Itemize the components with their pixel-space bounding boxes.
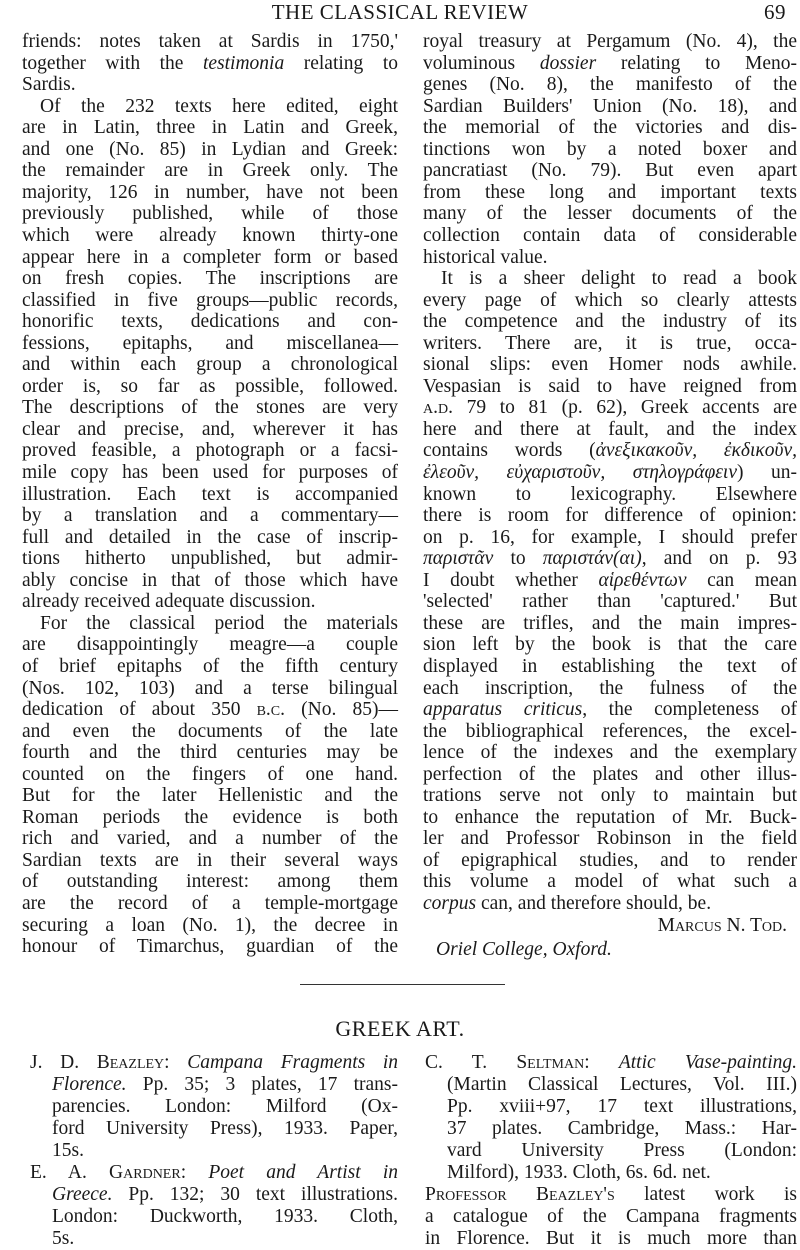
text-line bbox=[447, 1096, 797, 1118]
text-run: pancratiast (No. 79). But even apart bbox=[423, 160, 797, 182]
small-caps-text: Professor Beazley's bbox=[425, 1184, 615, 1205]
text-run: fessions, epitaphs, and miscellanea— bbox=[22, 332, 398, 354]
text-run: voluminous bbox=[423, 52, 540, 74]
text-run: J. D. bbox=[30, 1052, 97, 1073]
text-line bbox=[22, 311, 398, 333]
italic-text: αἱρεθέντων bbox=[598, 569, 687, 591]
text-run: Pp. 35; 3 plates, 17 trans- bbox=[126, 1074, 398, 1095]
text-run: majority, 126 in number, have not been bbox=[22, 181, 398, 203]
text-line bbox=[441, 268, 797, 290]
text-line bbox=[423, 53, 797, 75]
text-line bbox=[423, 505, 797, 527]
text-run: The descriptions of the stones are very bbox=[22, 397, 398, 419]
text-run: classified in five groups—public records, bbox=[22, 289, 398, 311]
text-line bbox=[423, 182, 797, 204]
text-line bbox=[52, 1074, 398, 1096]
text-run: the competence and the industry of its bbox=[423, 311, 797, 333]
text-run: from these long and important texts bbox=[423, 181, 797, 203]
text-run: ably concise in that of those which have bbox=[22, 569, 398, 591]
text-line bbox=[423, 419, 797, 441]
text-run: are in Latin, three in Latin and Greek, bbox=[22, 117, 398, 139]
text-line bbox=[22, 376, 398, 398]
text-line bbox=[52, 1206, 398, 1228]
text-line bbox=[447, 1118, 797, 1140]
text-line bbox=[52, 1228, 398, 1250]
text-run: these are trifles, and the main impres- bbox=[423, 612, 797, 634]
text-run: together with the bbox=[22, 52, 203, 74]
text-run: ler and Professor Robinson in the field bbox=[423, 828, 797, 850]
text-run: every page of which so clearly attests bbox=[423, 289, 797, 311]
text-line bbox=[22, 225, 398, 247]
text-line bbox=[22, 290, 398, 312]
text-run: Sardian Builders' Union (No. 18), and bbox=[423, 95, 797, 117]
text-line bbox=[22, 247, 398, 269]
text-line bbox=[423, 613, 797, 635]
text-run: C. T. bbox=[425, 1052, 517, 1073]
text-line bbox=[423, 247, 797, 269]
text-line bbox=[423, 462, 797, 484]
text-run: of brief epitaphs of the fifth century bbox=[22, 655, 398, 677]
text-run: and one (No. 85) in Lydian and Greek: bbox=[22, 138, 398, 160]
text-run: Vespasian is said to have reigned from bbox=[423, 375, 797, 397]
text-line bbox=[447, 1074, 797, 1096]
text-run: historical value. bbox=[423, 246, 548, 268]
text-run: the remainder are in Greek only. The bbox=[22, 160, 398, 182]
text-run: on fresh copies. The inscriptions are bbox=[22, 268, 398, 290]
italic-text: testimonia bbox=[202, 52, 285, 74]
running-title: THE CLASSICAL REVIEW bbox=[271, 0, 529, 24]
text-run: Pp. 132; 30 text illustrations. bbox=[112, 1184, 398, 1205]
italic-text: corpus bbox=[423, 893, 477, 914]
text-run: full and detailed in the case of inscrip- bbox=[22, 526, 398, 548]
text-line bbox=[52, 1184, 398, 1206]
text-line bbox=[423, 785, 797, 807]
text-run: It is a sheer delight to read a book bbox=[441, 268, 797, 290]
text-run: Pp. xviii+97, 17 text illustrations, bbox=[447, 1096, 797, 1117]
text-line bbox=[22, 117, 398, 139]
text-line bbox=[40, 96, 398, 118]
text-line bbox=[22, 31, 398, 53]
text-line bbox=[423, 440, 797, 462]
text-line bbox=[423, 397, 797, 419]
text-line bbox=[423, 634, 797, 656]
text-run: there is room for difference of opinion: bbox=[423, 505, 797, 527]
text-line bbox=[423, 311, 797, 333]
text-run: lence of the indexes and the exemplary bbox=[423, 742, 797, 764]
text-line bbox=[22, 268, 398, 290]
text-run: Milford), 1933. Cloth, 6s. 6d. net. bbox=[447, 1162, 711, 1183]
text-run: 37 plates. Cambridge, Mass.: Har- bbox=[447, 1118, 797, 1139]
italic-text: ἀνεξικακοῦν, ἐκδικοῦν, bbox=[595, 440, 797, 462]
text-run: vard University Press (London: bbox=[447, 1140, 797, 1161]
text-run: friends: notes taken at Sardis in 1750,' bbox=[22, 31, 398, 52]
text-run: known to lexicography. Elsewhere bbox=[423, 483, 797, 505]
text-line bbox=[423, 893, 797, 915]
text-line bbox=[447, 1140, 797, 1162]
text-run: many of the lesser documents of the bbox=[423, 203, 797, 225]
text-line bbox=[423, 570, 797, 592]
text-run: which were already known thirty-one bbox=[22, 224, 398, 246]
text-line bbox=[22, 764, 398, 786]
text-run: Sardian texts are in their several ways bbox=[22, 849, 398, 871]
text-line bbox=[423, 290, 797, 312]
text-line bbox=[425, 1184, 797, 1206]
text-run: each inscription, the fulness of the bbox=[423, 677, 797, 699]
text-run: to bbox=[493, 548, 543, 570]
text-line bbox=[22, 333, 398, 355]
text-run: ford University Press), 1933. Paper, bbox=[52, 1118, 398, 1139]
text-line bbox=[22, 397, 398, 419]
text-line bbox=[22, 182, 398, 204]
text-run: E. A. bbox=[30, 1162, 110, 1183]
text-line bbox=[22, 354, 398, 376]
text-line bbox=[22, 871, 398, 893]
text-line bbox=[52, 1096, 398, 1118]
text-run: already received adequate discussion. bbox=[22, 591, 316, 613]
text-line bbox=[22, 893, 398, 915]
text-run: rich and varied, and a number of the bbox=[22, 828, 398, 850]
text-run: clear and precise, and, wherever it has bbox=[22, 418, 398, 440]
text-run: here and there at fault, and the index bbox=[423, 418, 797, 440]
text-line bbox=[423, 591, 797, 613]
text-run: to enhance the reputation of Mr. Buck- bbox=[423, 806, 797, 828]
text-line bbox=[22, 548, 398, 570]
text-run: 5s. bbox=[52, 1228, 75, 1249]
text-run: Roman periods the evidence is both bbox=[22, 806, 398, 828]
page-number: 69 bbox=[764, 0, 786, 24]
text-run: : bbox=[164, 1052, 188, 1073]
text-run: writers. There are, it is true, occa- bbox=[423, 332, 797, 354]
text-run: But for the later Hellenistic and the bbox=[22, 785, 398, 807]
text-line bbox=[423, 548, 797, 570]
text-line bbox=[425, 1052, 797, 1074]
text-run: Of the 232 texts here edited, eight bbox=[40, 95, 398, 117]
text-line bbox=[22, 570, 398, 592]
text-line bbox=[22, 915, 398, 937]
text-run: : bbox=[180, 1162, 209, 1183]
italic-text: Florence. bbox=[52, 1074, 127, 1095]
text-run: counted on the fingers of one hand. bbox=[22, 763, 398, 785]
italic-text: παριστᾶν bbox=[423, 548, 494, 570]
text-line bbox=[423, 74, 797, 96]
small-caps-text: Gardner bbox=[109, 1162, 181, 1183]
text-run: illustration. Each text is accompanied bbox=[22, 483, 398, 505]
text-line bbox=[22, 527, 398, 549]
text-line bbox=[22, 936, 398, 958]
text-run: dedication of about 350 bbox=[22, 699, 257, 721]
italic-text: Poet and Artist in bbox=[208, 1162, 399, 1183]
text-run: securing a loan (No. 1), the decree in bbox=[22, 914, 398, 936]
italic-text: ἐλεοῦν, εὐχαριστοῦν, στηλογράφειν bbox=[423, 462, 737, 483]
text-line bbox=[22, 484, 398, 506]
text-run: (No. 85)— bbox=[285, 699, 398, 721]
text-line bbox=[447, 1162, 797, 1184]
text-run: 15s. bbox=[52, 1140, 84, 1161]
text-line bbox=[22, 505, 398, 527]
text-line bbox=[30, 1052, 398, 1074]
text-line bbox=[423, 203, 797, 225]
text-run: tinctions won by a noted boxer and bbox=[423, 138, 797, 160]
text-line bbox=[22, 203, 398, 225]
text-run: , and on p. 93 bbox=[641, 548, 798, 570]
text-line bbox=[423, 764, 797, 786]
text-run: previously published, while of those bbox=[22, 203, 398, 225]
text-line bbox=[423, 742, 797, 764]
text-run: parencies. London: Milford (Ox- bbox=[52, 1096, 398, 1117]
text-line bbox=[423, 678, 797, 700]
text-line bbox=[423, 484, 797, 506]
text-run: by a translation and a commentary— bbox=[22, 505, 398, 527]
text-line bbox=[423, 656, 797, 678]
text-run: proved feasible, a photograph or a facsi- bbox=[22, 440, 398, 462]
text-run: London: Duckworth, 1933. Cloth, bbox=[52, 1206, 398, 1227]
italic-text: Campana Fragments in bbox=[187, 1052, 399, 1073]
text-line bbox=[423, 160, 797, 182]
text-run: and even the documents of the late bbox=[22, 720, 398, 742]
text-line bbox=[22, 721, 398, 743]
text-run: perfection of the plates and other illus- bbox=[423, 763, 797, 785]
text-line bbox=[423, 807, 797, 829]
text-run: appear here in a completer form or based bbox=[22, 246, 398, 268]
text-line bbox=[22, 462, 398, 484]
text-run: trations serve not only to maintain but bbox=[423, 785, 797, 807]
text-run: sion left by the book is that the care bbox=[423, 634, 797, 656]
text-line bbox=[22, 139, 398, 161]
text-run: displayed in establishing the text of bbox=[423, 655, 797, 677]
text-line bbox=[423, 333, 797, 355]
text-run: honour of Timarchus, guardian of the bbox=[22, 936, 398, 958]
text-run: latest work is bbox=[614, 1184, 797, 1205]
text-run: For the classical period the materials bbox=[40, 612, 398, 634]
italic-text: dossier bbox=[539, 52, 597, 74]
text-run: in Florence. But it is much more than bbox=[425, 1228, 797, 1249]
text-run: order is, so far as possible, followed. bbox=[22, 375, 398, 397]
text-run: genes (No. 8), the manifesto of the bbox=[423, 74, 797, 96]
text-run: sional slips: even Homer nods awhile. bbox=[423, 354, 797, 376]
text-run: this volume a model of what such a bbox=[423, 871, 797, 893]
text-line bbox=[22, 634, 398, 656]
text-line bbox=[22, 828, 398, 850]
text-run: can mean bbox=[686, 569, 798, 591]
small-caps-text: Seltman bbox=[516, 1052, 585, 1073]
section-divider bbox=[300, 984, 505, 985]
text-run: relating to Meno- bbox=[596, 52, 798, 74]
text-run: of epigraphical studies, and to render bbox=[423, 849, 797, 871]
text-run: : bbox=[584, 1052, 619, 1073]
text-line bbox=[22, 785, 398, 807]
text-line bbox=[22, 742, 398, 764]
text-line bbox=[22, 53, 398, 75]
text-line bbox=[22, 656, 398, 678]
small-caps-text: Marcus N. Tod. bbox=[657, 914, 787, 936]
text-run: (Nos. 102, 103) and a terse bilingual bbox=[22, 677, 398, 699]
text-line bbox=[22, 74, 398, 96]
text-line bbox=[423, 828, 797, 850]
text-run: collection contain data of considerable bbox=[423, 224, 797, 246]
text-line bbox=[423, 871, 797, 893]
text-line bbox=[22, 419, 398, 441]
text-run: ) un- bbox=[737, 462, 797, 483]
text-line bbox=[22, 699, 398, 721]
text-run: tions hitherto unpublished, but admir- bbox=[22, 548, 398, 570]
text-line bbox=[423, 527, 797, 549]
text-line bbox=[40, 613, 398, 635]
text-run: the bibliographical references, the excel- bbox=[423, 720, 797, 742]
text-run: (Martin Classical Lectures, Vol. III.) bbox=[447, 1074, 797, 1095]
text-line bbox=[52, 1118, 398, 1140]
text-run: Sardis. bbox=[22, 74, 76, 96]
text-run: fourth and the third centuries may be bbox=[22, 742, 398, 764]
text-run: 79 to 81 (p. 62), Greek accents are bbox=[452, 397, 797, 419]
text-run: are disappointingly meagre—a couple bbox=[22, 634, 398, 656]
small-caps-text: Beazley bbox=[96, 1052, 165, 1073]
italic-text: Oriel College, Oxford. bbox=[436, 939, 612, 961]
small-caps-text: a.d. bbox=[423, 397, 453, 419]
text-line bbox=[425, 1228, 797, 1250]
text-line bbox=[423, 721, 797, 743]
italic-text: Greece. bbox=[52, 1184, 113, 1205]
text-line bbox=[423, 31, 797, 53]
text-run: , the completeness of bbox=[582, 699, 797, 721]
text-run: a catalogue of the Campana fragments bbox=[425, 1206, 797, 1227]
text-line bbox=[22, 678, 398, 700]
text-run: of outstanding interest: among them bbox=[22, 871, 398, 893]
text-run: royal treasury at Pergamum (No. 4), the bbox=[423, 31, 797, 52]
text-run: contains words ( bbox=[423, 440, 596, 462]
text-line bbox=[22, 160, 398, 182]
text-line bbox=[22, 591, 398, 613]
text-run: can, and therefore should, be. bbox=[476, 893, 712, 914]
text-line bbox=[22, 850, 398, 872]
italic-text: apparatus criticus bbox=[423, 699, 583, 721]
text-line bbox=[423, 139, 797, 161]
text-line bbox=[30, 1162, 398, 1184]
text-run: the memorial of the victories and dis- bbox=[423, 117, 797, 139]
text-run: relating to bbox=[284, 52, 398, 74]
text-line bbox=[436, 939, 636, 961]
text-line bbox=[423, 117, 797, 139]
text-line bbox=[423, 376, 797, 398]
italic-text: Attic Vase-painting. bbox=[618, 1052, 797, 1073]
text-line bbox=[423, 96, 797, 118]
text-run: honorific texts, dedications and con- bbox=[22, 311, 398, 333]
italic-text: παριστάν(αι) bbox=[542, 548, 642, 570]
text-line bbox=[423, 915, 787, 937]
text-line bbox=[423, 850, 797, 872]
text-line bbox=[22, 440, 398, 462]
text-run: and within each group a chronological bbox=[22, 354, 398, 376]
text-line bbox=[52, 1140, 398, 1162]
text-line bbox=[22, 807, 398, 829]
section-title: GREEK ART. bbox=[335, 1016, 465, 1041]
text-line bbox=[423, 225, 797, 247]
text-line bbox=[423, 354, 797, 376]
text-run: on p. 16, for example, I should prefer bbox=[423, 526, 797, 548]
text-line bbox=[425, 1206, 797, 1228]
text-run: I doubt whether bbox=[423, 569, 599, 591]
text-run: 'selected' rather than 'captured.' But bbox=[423, 591, 797, 613]
text-run: are the record of a temple-mortgage bbox=[22, 893, 398, 914]
text-run: mile copy has been used for purposes of bbox=[22, 462, 398, 483]
small-caps-text: b.c. bbox=[256, 699, 286, 721]
text-line bbox=[423, 699, 797, 721]
